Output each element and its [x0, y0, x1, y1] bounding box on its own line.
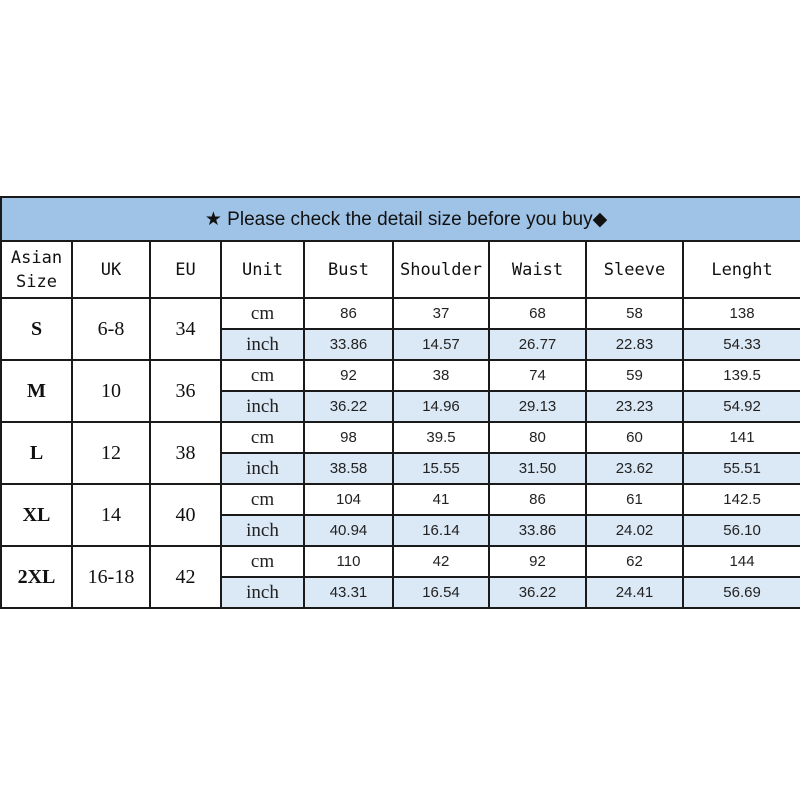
unit-inch: inch — [221, 453, 304, 484]
table-row — [1, 484, 800, 515]
cm-length-value: 141 — [683, 422, 800, 453]
cm-sleeve-value: 59 — [586, 360, 683, 391]
inch-shoulder-value: 14.96 — [393, 391, 489, 422]
cm-waist-value: 92 — [489, 546, 586, 577]
size-label: XL — [1, 484, 72, 546]
unit-inch: inch — [221, 391, 304, 422]
unit-cm: cm — [221, 422, 304, 453]
size-label: 2XL — [1, 546, 72, 608]
inch-sleeve-value: 23.23 — [586, 391, 683, 422]
cm-shoulder-value: 38 — [393, 360, 489, 391]
inch-waist-value: 29.13 — [489, 391, 586, 422]
inch-waist-value: 33.86 — [489, 515, 586, 546]
inch-length-value: 56.69 — [683, 577, 800, 608]
inch-length-value: 55.51 — [683, 453, 800, 484]
cm-bust-value: 110 — [304, 546, 393, 577]
cm-shoulder-value: 39.5 — [393, 422, 489, 453]
inch-bust-value: 40.94 — [304, 515, 393, 546]
uk-size: 12 — [72, 422, 150, 484]
cm-waist-value: 68 — [489, 298, 586, 329]
uk-size: 6-8 — [72, 298, 150, 360]
inch-sleeve-value: 22.83 — [586, 329, 683, 360]
header-row — [1, 241, 800, 298]
header-eu: EU — [150, 241, 221, 298]
cm-shoulder-value: 37 — [393, 298, 489, 329]
cm-waist-value: 80 — [489, 422, 586, 453]
unit-cm: cm — [221, 484, 304, 515]
unit-cm: cm — [221, 298, 304, 329]
inch-waist-value: 31.50 — [489, 453, 586, 484]
inch-sleeve-value: 24.02 — [586, 515, 683, 546]
header-length: Lenght — [683, 241, 800, 298]
table-body — [1, 298, 800, 608]
cm-sleeve-value: 62 — [586, 546, 683, 577]
size-label: L — [1, 422, 72, 484]
header-shoulder: Shoulder — [393, 241, 489, 298]
header-asian-size: Asian Size — [1, 241, 72, 298]
eu-size: 40 — [150, 484, 221, 546]
header-uk: UK — [72, 241, 150, 298]
size-label: M — [1, 360, 72, 422]
cm-bust-value: 86 — [304, 298, 393, 329]
unit-inch: inch — [221, 329, 304, 360]
table-row — [1, 360, 800, 391]
cm-sleeve-value: 58 — [586, 298, 683, 329]
inch-length-value: 54.92 — [683, 391, 800, 422]
inch-shoulder-value: 16.54 — [393, 577, 489, 608]
inch-shoulder-value: 15.55 — [393, 453, 489, 484]
inch-shoulder-value: 14.57 — [393, 329, 489, 360]
header-waist: Waist — [489, 241, 586, 298]
unit-cm: cm — [221, 360, 304, 391]
cm-waist-value: 86 — [489, 484, 586, 515]
inch-waist-value: 26.77 — [489, 329, 586, 360]
inch-sleeve-value: 23.62 — [586, 453, 683, 484]
size-banner — [1, 197, 800, 241]
cm-sleeve-value: 61 — [586, 484, 683, 515]
header-bust: Bust — [304, 241, 393, 298]
uk-size: 10 — [72, 360, 150, 422]
header-unit: Unit — [221, 241, 304, 298]
inch-length-value: 54.33 — [683, 329, 800, 360]
inch-bust-value: 38.58 — [304, 453, 393, 484]
inch-shoulder-value: 16.14 — [393, 515, 489, 546]
cm-shoulder-value: 41 — [393, 484, 489, 515]
uk-size: 14 — [72, 484, 150, 546]
inch-waist-value: 36.22 — [489, 577, 586, 608]
eu-size: 42 — [150, 546, 221, 608]
unit-cm: cm — [221, 546, 304, 577]
cm-waist-value: 74 — [489, 360, 586, 391]
banner-text: ★ Please check the detail size before you buy◆ — [204, 208, 608, 230]
cm-bust-value: 92 — [304, 360, 393, 391]
size-chart — [0, 196, 800, 602]
inch-length-value: 56.10 — [683, 515, 800, 546]
inch-bust-value: 43.31 — [304, 577, 393, 608]
unit-inch: inch — [221, 577, 304, 608]
size-table — [0, 196, 800, 609]
inch-bust-value: 36.22 — [304, 391, 393, 422]
inch-sleeve-value: 24.41 — [586, 577, 683, 608]
cm-bust-value: 98 — [304, 422, 393, 453]
uk-size: 16-18 — [72, 546, 150, 608]
cm-shoulder-value: 42 — [393, 546, 489, 577]
cm-length-value: 138 — [683, 298, 800, 329]
cm-length-value: 139.5 — [683, 360, 800, 391]
eu-size: 36 — [150, 360, 221, 422]
inch-bust-value: 33.86 — [304, 329, 393, 360]
cm-length-value: 144 — [683, 546, 800, 577]
table-row — [1, 298, 800, 329]
size-label: S — [1, 298, 72, 360]
table-row — [1, 546, 800, 577]
header-sleeve: Sleeve — [586, 241, 683, 298]
table-row — [1, 422, 800, 453]
eu-size: 34 — [150, 298, 221, 360]
cm-sleeve-value: 60 — [586, 422, 683, 453]
eu-size: 38 — [150, 422, 221, 484]
cm-length-value: 142.5 — [683, 484, 800, 515]
cm-bust-value: 104 — [304, 484, 393, 515]
unit-inch: inch — [221, 515, 304, 546]
